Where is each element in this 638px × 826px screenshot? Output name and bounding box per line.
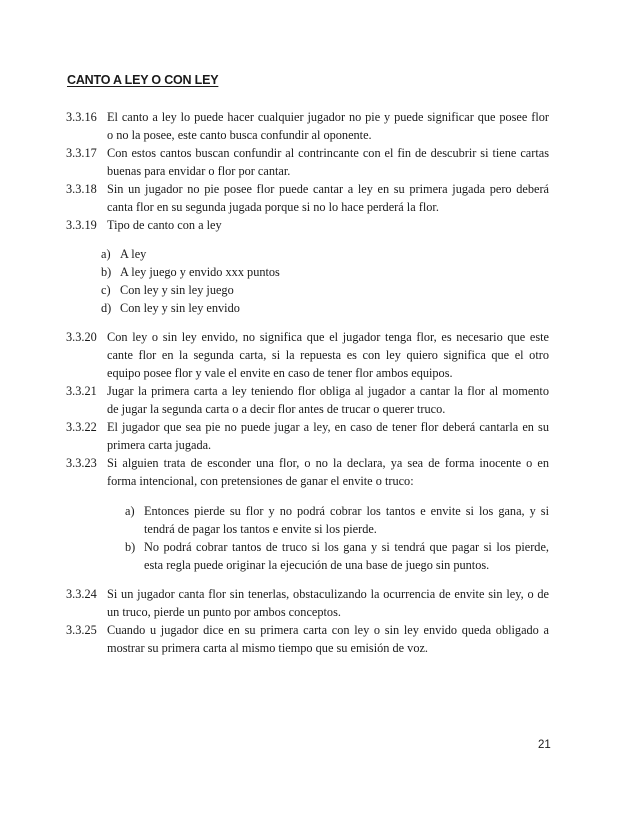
sub-list-item-letter: a) bbox=[125, 504, 135, 518]
item-number-3-3-19: 3.3.19 bbox=[66, 218, 97, 232]
sub-list-item-text: No podrá cobrar tantos de truco si los gana y si tendrá que pagar si los pierde, bbox=[144, 540, 549, 554]
item-text-line: Si alguien trata de esconder una flor, o no la declara, ya sea de forma inocente o en bbox=[107, 456, 549, 470]
list-item-text: Con ley y sin ley juego bbox=[120, 283, 234, 297]
item-text-line: canta flor en su segunda jugada porque si no lo hace perderá la flor. bbox=[107, 200, 439, 214]
sub-list-item-text: Entonces pierde su flor y no podrá cobrar los tantos e envite si los gana, y si bbox=[144, 504, 549, 518]
item-text-line: buenas para envidar o flor por cantar. bbox=[107, 164, 291, 178]
section-heading: CANTO A LEY O CON LEY bbox=[67, 73, 219, 87]
item-text-line: primera carta jugada. bbox=[107, 438, 212, 452]
sub-list-item-letter: b) bbox=[125, 540, 136, 554]
item-number-3-3-23: 3.3.23 bbox=[66, 456, 97, 470]
list-item-letter: c) bbox=[101, 283, 111, 297]
item-number-3-3-20: 3.3.20 bbox=[66, 330, 97, 344]
item-number-3-3-24: 3.3.24 bbox=[66, 587, 97, 601]
item-number-3-3-22: 3.3.22 bbox=[66, 420, 97, 434]
item-text-line: Si un jugador canta flor sin tenerlas, obstaculizando la ocurrencia de envite sin ley, o de bbox=[107, 587, 549, 601]
item-number-3-3-21: 3.3.21 bbox=[66, 384, 97, 398]
item-text-line: forma intencional, con pretensiones de ganar el envite o truco: bbox=[107, 474, 414, 488]
item-text-line: Con ley o sin ley envido, no significa que el jugador tenga flor, es necesario que este bbox=[107, 330, 549, 344]
page-number: 21 bbox=[538, 739, 551, 751]
list-item-letter: b) bbox=[101, 265, 112, 279]
item-number-3-3-17: 3.3.17 bbox=[66, 146, 97, 160]
sub-list-item-text: esta regla puede originar la ejecución de una base de juego sin puntos. bbox=[144, 558, 490, 572]
list-item-letter: d) bbox=[101, 301, 112, 315]
item-text-line: El canto a ley lo puede hacer cualquier jugador no pie y puede significar que posee flor bbox=[107, 110, 549, 124]
item-number-3-3-25: 3.3.25 bbox=[66, 623, 97, 637]
item-text-line: Con estos cantos buscan confundir al contrincante con el fin de descubrir si tiene cartas bbox=[107, 146, 549, 160]
list-item-text: Con ley y sin ley envido bbox=[120, 301, 240, 315]
item-text-line: Tipo de canto con a ley bbox=[107, 218, 222, 232]
item-text-line: Cuando u jugador dice en su primera carta con ley o sin ley envido queda obligado a bbox=[107, 623, 549, 637]
sub-list-item-text: tendrá de pagar los tantos e envite si los pierde. bbox=[144, 522, 377, 536]
item-text-line: de jugar la segunda carta o a decir flor antes de trucar o querer truco. bbox=[107, 402, 446, 416]
item-text-line: mostrar su primera carta al mismo tiempo que su emisión de voz. bbox=[107, 641, 429, 655]
item-text-line: un truco, pierde un punto por ambos conceptos. bbox=[107, 605, 341, 619]
item-number-3-3-16: 3.3.16 bbox=[66, 110, 97, 124]
list-item-text: A ley bbox=[120, 247, 147, 261]
list-item-text: A ley juego y envido xxx puntos bbox=[120, 265, 280, 279]
item-text-line: equipo posee flor y vale el envite en caso de tener flor ambos equipos. bbox=[107, 366, 453, 380]
item-text-line: o no la posee, este canto busca confundir al oponente. bbox=[107, 128, 372, 142]
item-number-3-3-18: 3.3.18 bbox=[66, 182, 97, 196]
item-text-line: Jugar la primera carta a ley teniendo flor obliga al jugador a cantar la flor al momento bbox=[107, 384, 549, 398]
item-text-line: El jugador que sea pie no puede jugar a ley, en caso de tener flor deberá cantarla en su bbox=[107, 420, 549, 434]
list-item-letter: a) bbox=[101, 247, 111, 261]
item-text-line: Sin un jugador no pie posee flor puede cantar a ley en su primera jugada pero deberá bbox=[107, 182, 549, 196]
item-text-line: cante flor en la segunda carta, si la repuesta es con ley quiero significa que el otro bbox=[107, 348, 549, 362]
